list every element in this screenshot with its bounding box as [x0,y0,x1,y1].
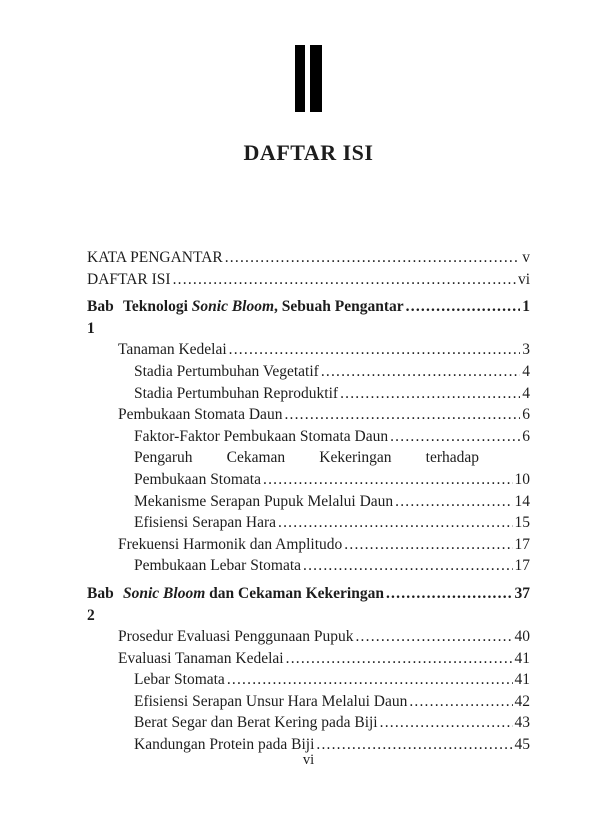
toc-dot-leader [263,469,513,491]
toc-entry-label: DAFTAR ISI [87,270,171,288]
toc-chapter-number: Bab 2 [87,584,114,624]
toc-dot-leader [409,691,512,713]
toc-entry-page: 45 [514,736,530,754]
toc-dot-leader [321,361,520,383]
toc-chapter-block [87,296,530,577]
toc-dot-leader [340,383,520,405]
toc-chapter-title [123,583,384,605]
toc-entry-label: Tanaman Kedelai [118,341,227,359]
toc-entry-page: 4 [522,384,530,402]
toc-entry [87,626,530,648]
toc-entry-label: Pembukaan Lebar Stomata [134,557,302,575]
toc-entry-label: Kandungan Protein pada Biji [134,736,315,754]
toc-entry [87,361,530,383]
toc-entry [87,247,530,269]
toc-dot-leader [278,512,512,534]
toc-entry [87,534,530,556]
toc-chapter-heading [87,296,530,339]
toc-chapter-number: Bab 1 [87,298,114,337]
toc-chapter-title [123,296,404,318]
toc-entry-page: 41 [514,671,530,689]
toc-entry-label: Efisiensi Serapan Hara [134,514,277,532]
table-of-contents [87,247,530,756]
toc-entry-label: Mekanisme Serapan Pupuk Melalui Daun [134,492,394,510]
toc-entry-label: Frekuensi Harmonik dan Amplitudo [118,535,343,553]
toc-front-matter [87,247,530,290]
toc-entry-page: 6 [522,406,530,424]
toc-entry-label: Pembukaan Stomata [134,470,261,488]
toc-entry-label: Pembukaan Stomata Daun [118,406,283,424]
toc-chapter-title-part: dan Cekaman Kekeringan [205,584,384,602]
toc-dot-leader [286,648,513,670]
toc-entry-label: Faktor-Faktor Pembukaan Stomata Daun [134,427,389,445]
toc-entry-page: 1 [522,298,530,316]
toc-entry [87,648,530,670]
toc-entry [87,339,530,361]
page-title: DAFTAR ISI [243,140,374,165]
toc-dot-leader [390,426,520,448]
toc-entry [87,404,530,426]
toc-entry-label: Berat Segar dan Berat Kering pada Biji [134,714,378,732]
toc-entry-label: Stadia Pertumbuhan Reproduktif [134,384,339,402]
toc-entry-page: 17 [514,535,530,553]
toc-chapters [87,296,530,755]
toc-dot-leader [173,269,516,291]
toc-dot-leader [344,534,512,556]
toc-dot-leader [406,296,521,318]
toc-dot-leader [284,404,520,426]
toc-dot-leader [355,626,512,648]
footer-page-number: vi [302,752,315,768]
toc-chapter-title-part: Sonic Bloom [191,298,275,316]
toc-entry-page: 17 [514,557,530,575]
toc-chapter-block [87,583,530,756]
toc-entry-page: 10 [514,470,530,488]
toc-entry-page: 15 [514,514,530,532]
toc-entry [87,269,530,291]
toc-entry-page: 6 [522,427,530,445]
toc-entry [87,383,530,405]
toc-entry-page: v [522,249,530,266]
toc-chapter-title-part: Teknologi [123,298,192,316]
toc-entry [87,491,530,513]
toc-dot-leader [227,669,513,691]
toc-dot-leader [225,247,521,269]
toc-chapter-title-part: , Sebuah Pengantar [274,298,404,316]
toc-entry [87,555,530,577]
toc-dot-leader [386,583,513,605]
toc-entry [87,712,530,734]
toc-entry [87,469,530,491]
toc-entry [87,691,530,713]
toc-chapter-heading [87,583,530,626]
toc-entry-label: Lebar Stomata [134,671,225,689]
toc-dot-leader [303,555,512,577]
page-content [87,0,530,756]
toc-entry-page: 42 [514,692,530,710]
toc-entry-wrapped-line: Pengaruh Cekaman Kekeringan terhadap [134,449,479,467]
toc-entry-label: Evaluasi Tanaman Kedelai [118,649,284,667]
toc-entry-page: 37 [514,584,530,602]
toc-entry-label: KATA PENGANTAR [87,249,223,266]
toc-entry-page: vi [517,270,530,288]
toc-entry [87,512,530,534]
ornament-bar-left [295,45,305,112]
toc-dot-leader [229,339,521,361]
double-vertical-bars-icon [293,45,325,112]
toc-dot-leader [380,712,513,734]
toc-entry-label: Efisiensi Serapan Unsur Hara Melalui Daun [134,692,408,710]
toc-entry-label: Stadia Pertumbuhan Vegetatif [134,362,319,380]
toc-entry-page: 4 [522,362,530,380]
toc-entry [87,426,530,448]
toc-entry-page: 41 [514,649,530,667]
toc-entry-label: Prosedur Evaluasi Penggunaan Pupuk [118,628,354,646]
toc-entry-page: 3 [522,341,530,359]
toc-entry-page: 14 [514,492,530,510]
toc-chapter-title-part: Sonic Bloom [123,584,206,602]
toc-entry [87,669,530,691]
toc-entry-page: 43 [514,714,530,732]
ornament-bar-right [310,45,322,112]
toc-entry-page: 40 [514,628,530,646]
toc-dot-leader [395,491,512,513]
